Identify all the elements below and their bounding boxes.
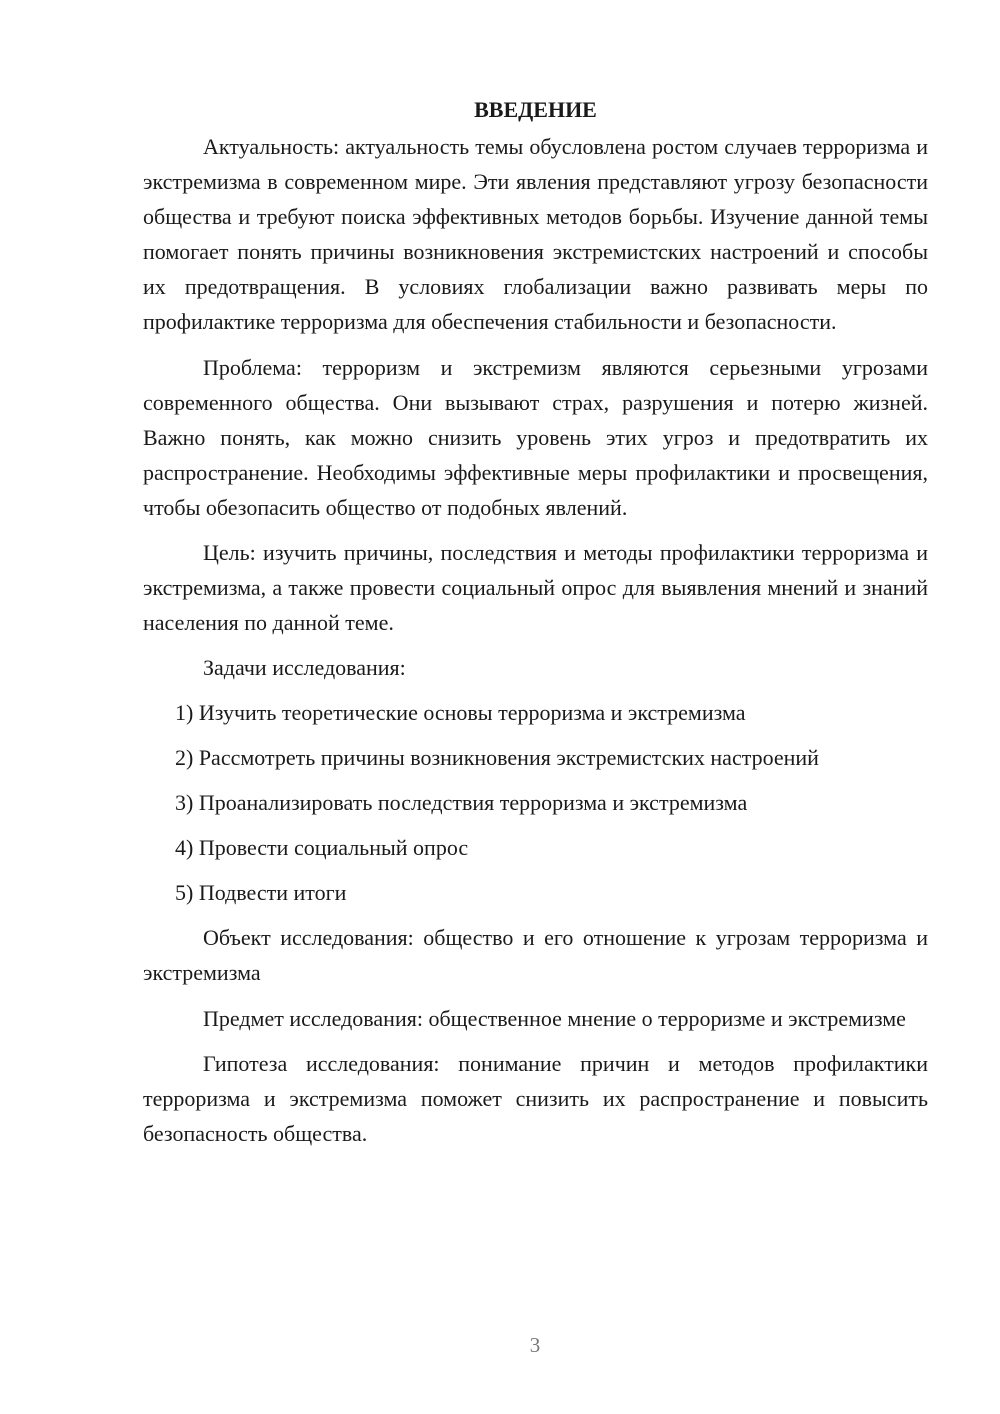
- relevance-paragraph: Актуальность: актуальность темы обусловлена ростом случаев терроризма и экстремизма в современном мире. Эти явления представляют угрозу безопасности общества и требуют поиска эффективных методов борьбы. Изучение данной темы помогает понять причины возникновения экстремистских настроений и способы их предотвращения. В условиях глобализации важно развивать меры по профилактике терроризма для обеспечения стабильности и безопасности.: [143, 134, 928, 335]
- tasks-list: [143, 695, 928, 910]
- subject-paragraph: Предмет исследования: общественное мнение о терроризме и экстремизме: [203, 1005, 906, 1031]
- hypothesis-paragraph: Гипотеза исследования: понимание причин и методов профилактики терроризма и экстремизма поможет снизить их распространение и повысить безопасность общества.: [143, 1050, 928, 1146]
- section-title: ВВЕДЕНИЕ: [474, 97, 597, 122]
- task-item: 5) Подвести итоги: [175, 880, 347, 906]
- task-item: 3) Проанализировать последствия терроризма и экстремизма: [175, 790, 748, 816]
- document-page: [143, 92, 928, 1161]
- task-item: 4) Провести социальный опрос: [175, 835, 469, 861]
- problem-paragraph: Проблема: терроризм и экстремизм являются серьезными угрозами современного общества. Они вызывают страх, разрушения и потерю жизней. Важно понять, как можно снизить уровень этих угроз и предотвратить их распространение. Необходимы эффективные меры профилактики и просвещения, чтобы обезопасить общество от подобных явлений.: [143, 354, 928, 520]
- task-item: 2) Рассмотреть причины возникновения экстремистских настроений: [175, 745, 819, 771]
- task-item: 1) Изучить теоретические основы терроризма и экстремизма: [175, 700, 746, 726]
- tasks-heading: Задачи исследования:: [203, 655, 406, 681]
- page-number: 3: [529, 1333, 541, 1357]
- goal-paragraph: Цель: изучить причины, последствия и методы профилактики терроризма и экстремизма, а также провести социальный опрос для выявления мнений и знаний населения по данной теме.: [143, 540, 928, 636]
- object-paragraph: Объект исследования: общество и его отношение к угрозам терроризма и экстремизма: [143, 925, 928, 986]
